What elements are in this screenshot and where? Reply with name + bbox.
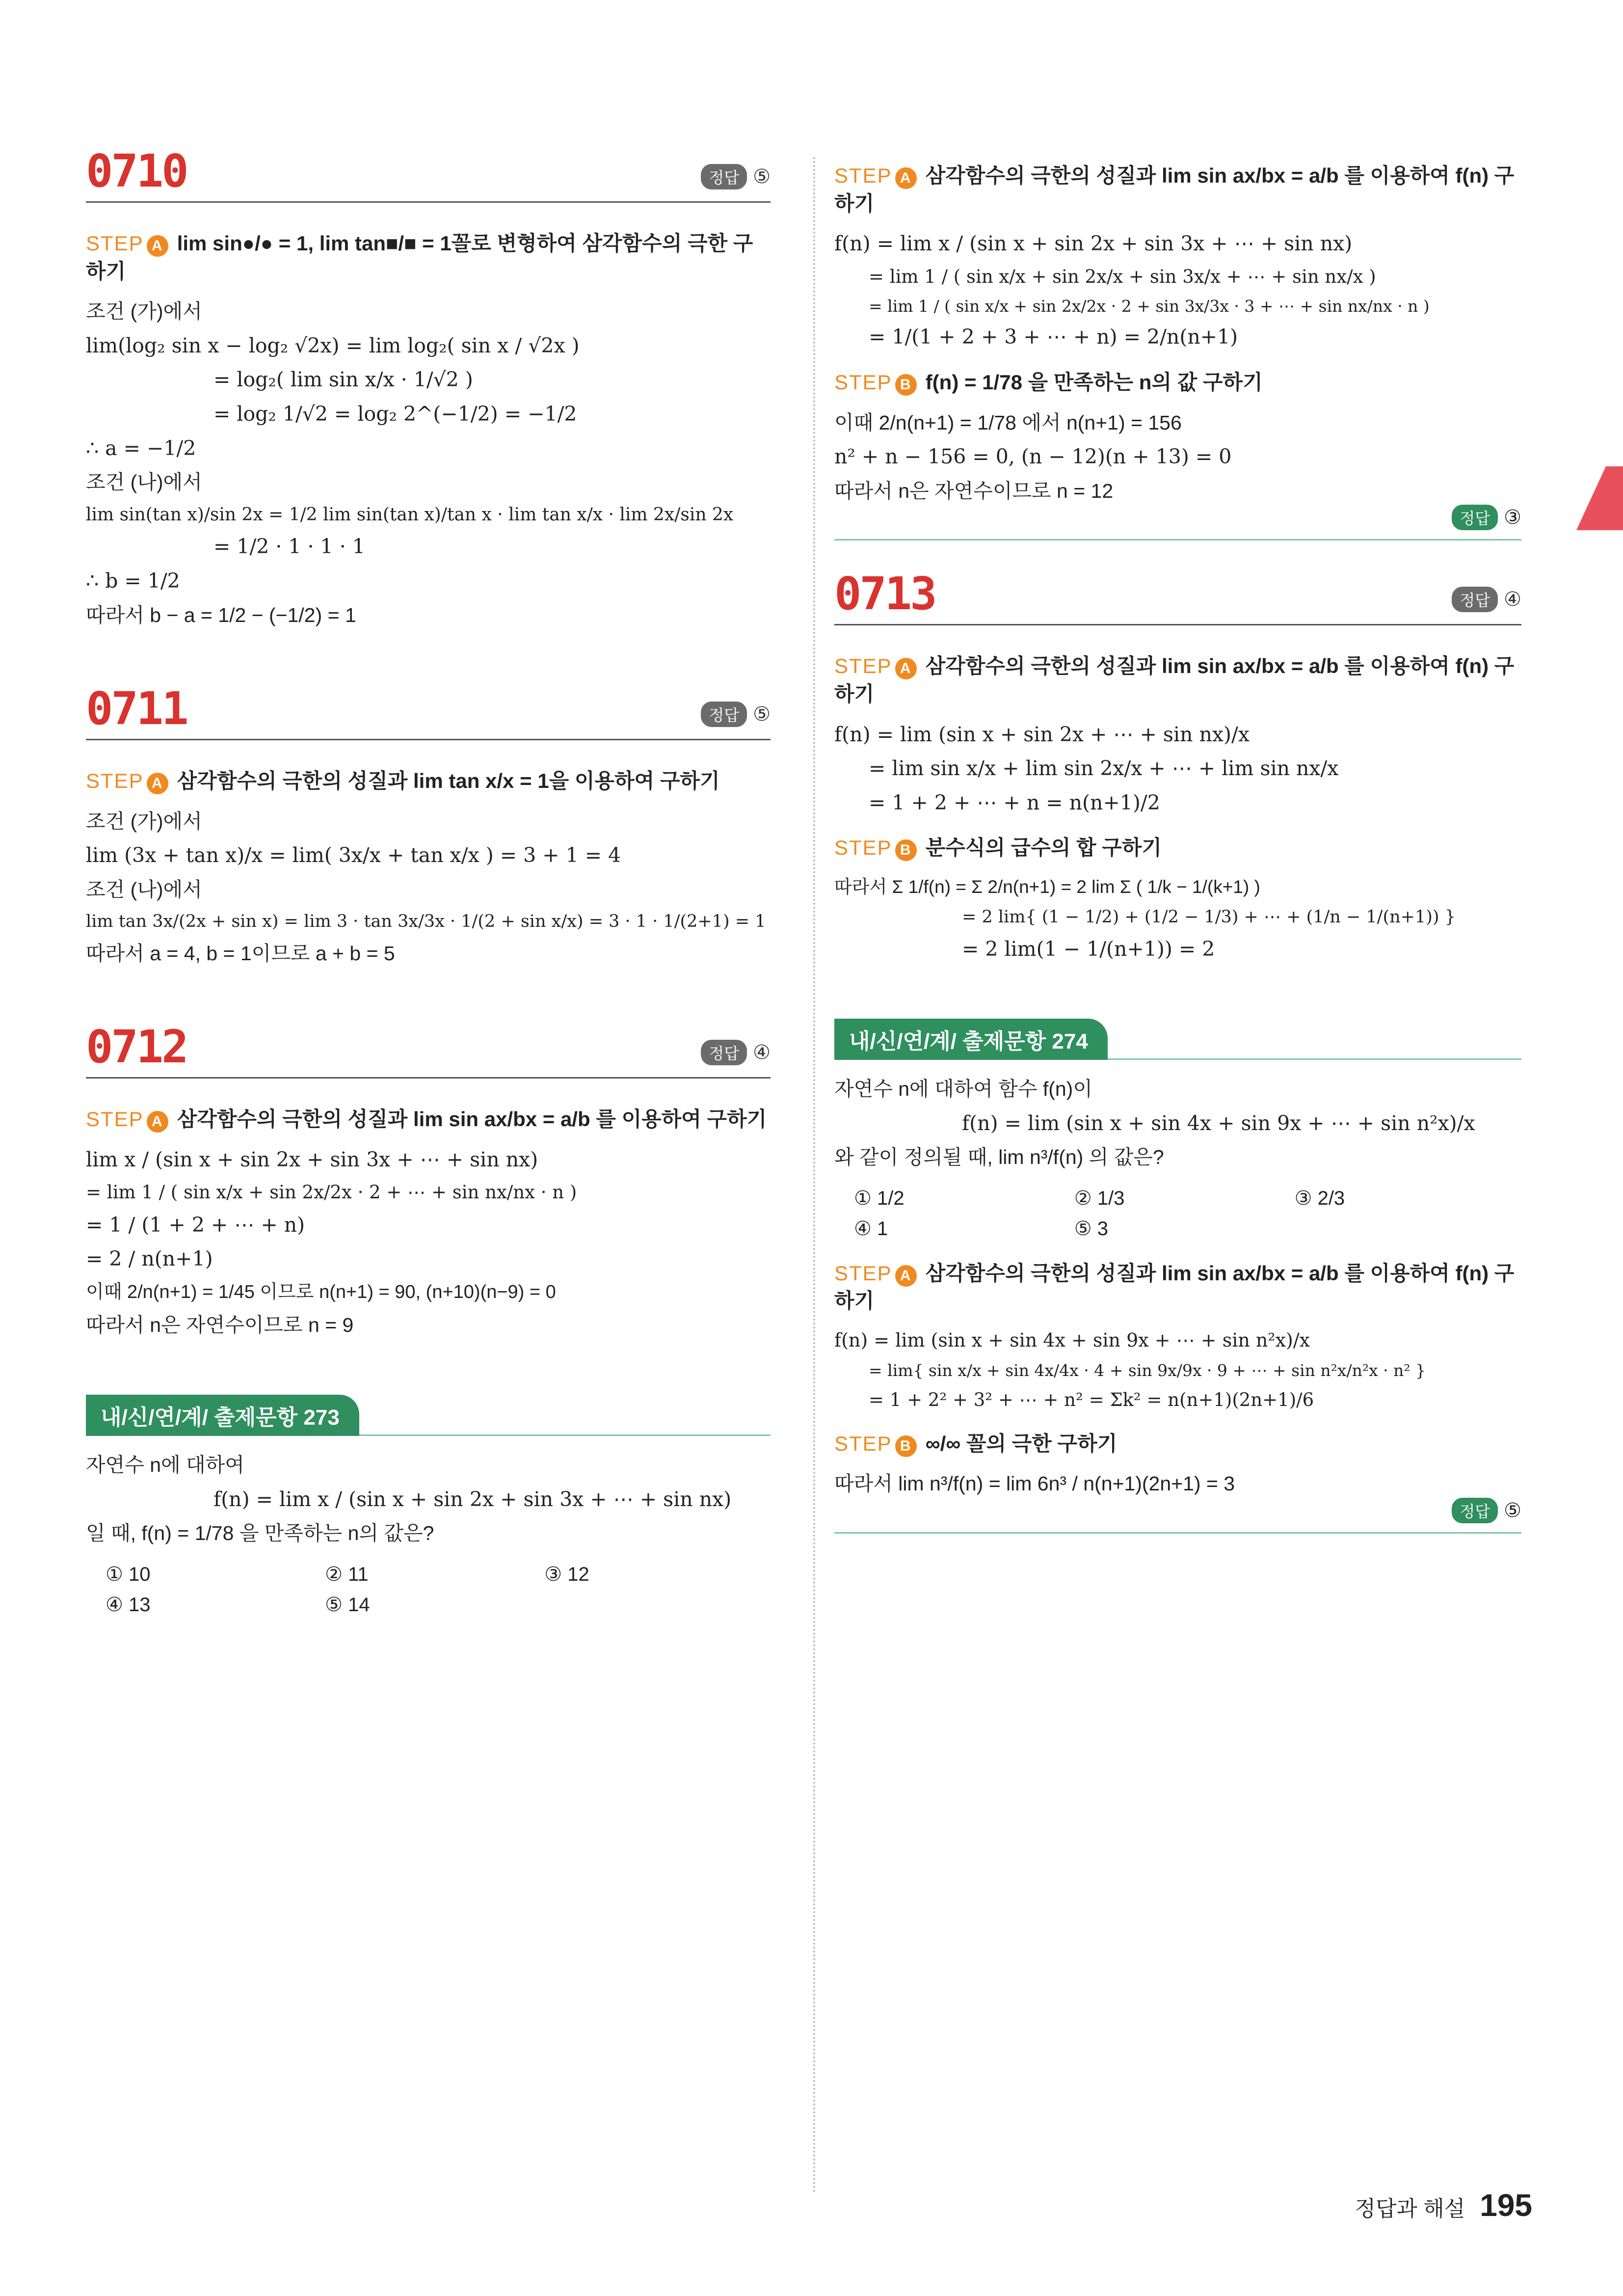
step-letter: A bbox=[147, 1111, 168, 1133]
solution-line: lim (3x + tan x)/x = lim( 3x/x + tan x/x ) = 3 + 1 = 4 bbox=[86, 843, 621, 867]
solution-line: lim(log₂ sin x − log₂ √2x) = lim log₂( sin x / √2x ) bbox=[86, 333, 580, 357]
answer-options bbox=[854, 1183, 1521, 1244]
option[interactable]: ④ 13 bbox=[106, 1594, 151, 1616]
problem-line: f(n) = lim x / (sin x + sin 2x + sin 3x + ⋯ + sin nx) bbox=[213, 1487, 732, 1511]
solution-line: 이때 2/n(n+1) = 1/45 이므로 n(n+1) = 90, (n+10)(n−9) = 0 bbox=[86, 1281, 556, 1302]
solution-line: ∴ a = −1/2 bbox=[86, 436, 196, 460]
answer-indicator bbox=[701, 164, 771, 189]
step-letter: A bbox=[895, 167, 917, 189]
step-letter: A bbox=[147, 773, 168, 794]
problem-number: 0710 bbox=[86, 145, 187, 197]
step-tag: STEP A bbox=[86, 769, 168, 792]
problem-header-0712 bbox=[86, 1023, 771, 1079]
left-column bbox=[86, 147, 771, 1625]
step-letter: B bbox=[895, 374, 917, 396]
solution-line: = 1/(1 + 2 + 3 + ⋯ + n) = 2/n(n+1) bbox=[869, 325, 1238, 349]
solution-line: = lim{ sin x/x + sin 4x/4x · 4 + sin 9x/9x · 9 + ⋯ + sin n²x/n²x · n² } bbox=[869, 1361, 1426, 1380]
solution-line: = log₂ 1/√2 = log₂ 2^(−1/2) = −1/2 bbox=[213, 402, 577, 426]
problem-line: 와 같이 정의될 때, lim n³/f(n) 의 값은? bbox=[834, 1146, 1164, 1169]
right-column bbox=[834, 147, 1521, 1563]
solution-line: = 1 + 2² + 3² + ⋯ + n² = Σk² = n(n+1)(2n+1)/6 bbox=[869, 1389, 1314, 1411]
answer-badge: 정답 bbox=[1452, 505, 1498, 530]
solution-line: ∴ b = 1/2 bbox=[86, 569, 180, 593]
solution-line: 따라서 Σ 1/f(n) = Σ 2/n(n+1) = 2 lim Σ ( 1/k − 1/(k+1) ) bbox=[834, 876, 1260, 897]
solution-line: 조건 (나)에서 bbox=[86, 471, 202, 494]
problem-header-0713 bbox=[834, 567, 1521, 625]
solution-line: 조건 (가)에서 bbox=[86, 300, 202, 323]
solution-line: = 1 + 2 + ⋯ + n = n(n+1)/2 bbox=[869, 790, 1160, 814]
section-rule bbox=[834, 539, 1521, 540]
solution-line: 조건 (가)에서 bbox=[86, 810, 202, 833]
option[interactable]: ③ 2/3 bbox=[1294, 1187, 1345, 1209]
answer-value: ⑤ bbox=[1504, 1499, 1521, 1521]
problem-header-0711 bbox=[86, 682, 771, 740]
step-tag: STEP B bbox=[834, 371, 917, 394]
option[interactable]: ① 10 bbox=[106, 1563, 151, 1585]
solution-line: n² + n − 156 = 0, (n − 12)(n + 13) = 0 bbox=[834, 445, 1232, 469]
option[interactable]: ① 1/2 bbox=[854, 1187, 905, 1209]
problem-line: 자연수 n에 대하여 함수 f(n)이 bbox=[834, 1078, 1092, 1101]
answer-value: ③ bbox=[1504, 507, 1521, 529]
solution-line: = lim 1 / ( sin x/x + sin 2x/2x · 2 + sin 3x/3x · 3 + ⋯ + sin nx/nx · n ) bbox=[869, 297, 1430, 316]
problem-number: 0713 bbox=[834, 567, 935, 621]
solution-line: f(n) = lim x / (sin x + sin 2x + sin 3x + ⋯ + sin nx) bbox=[834, 232, 1353, 256]
solution-line: 따라서 n은 자연수이므로 n = 9 bbox=[86, 1313, 354, 1336]
problem-line: 자연수 n에 대하여 bbox=[86, 1454, 244, 1477]
page-footer bbox=[1355, 2187, 1532, 2223]
step-a-heading: STEP A 삼각함수의 극한의 성질과 lim sin ax/bx = a/b 를 이용하여 구하기 bbox=[86, 1106, 771, 1134]
column-divider bbox=[813, 157, 815, 2194]
answer-indicator bbox=[834, 505, 1521, 530]
answer-indicator bbox=[701, 702, 771, 727]
answer-badge: 정답 bbox=[701, 702, 747, 727]
related-problem-title: 내/신/연/계/ 출제문항 274 bbox=[834, 1019, 1108, 1060]
answer-indicator bbox=[834, 1498, 1521, 1523]
solution-line: = lim 1 / ( sin x/x + sin 2x/2x · 2 + ⋯ + sin nx/nx · n ) bbox=[86, 1182, 577, 1203]
related-problem-274 bbox=[834, 1019, 1521, 1244]
answer-badge: 정답 bbox=[1452, 1498, 1498, 1523]
step-tag: STEP B bbox=[834, 836, 917, 859]
solution-line: 조건 (나)에서 bbox=[86, 878, 202, 901]
solution-line: = log₂( lim sin x/x · 1/√2 ) bbox=[213, 368, 473, 392]
step-tag: STEP A bbox=[86, 232, 168, 255]
page-number: 195 bbox=[1480, 2188, 1532, 2223]
step-tag: STEP A bbox=[86, 1107, 168, 1131]
answer-value: ⑤ bbox=[753, 166, 771, 188]
option[interactable]: ⑤ 3 bbox=[1074, 1217, 1109, 1240]
related-problem-title: 내/신/연/계/ 출제문항 273 bbox=[86, 1395, 359, 1436]
related-problem-273 bbox=[86, 1395, 771, 1620]
solution-line: 따라서 n은 자연수이므로 n = 12 bbox=[834, 479, 1114, 502]
solution-line: 따라서 a = 4, b = 1이므로 a + b = 5 bbox=[86, 942, 395, 965]
step-tag: STEP A bbox=[834, 164, 917, 187]
solution-line: = lim 1 / ( sin x/x + sin 2x/x + sin 3x/x + ⋯ + sin nx/x ) bbox=[869, 266, 1376, 287]
option[interactable]: ④ 1 bbox=[854, 1217, 888, 1240]
solution-line: lim x / (sin x + sin 2x + sin 3x + ⋯ + sin nx) bbox=[86, 1147, 538, 1171]
step-a-heading: STEP A lim sin●/● = 1, lim tan■/■ = 1꼴로 변형하여 삼각함수의 극한 구하기 bbox=[86, 232, 753, 283]
answer-options bbox=[106, 1559, 771, 1620]
solution-line: = 1/2 · 1 · 1 · 1 bbox=[213, 535, 365, 559]
answer-indicator bbox=[701, 1040, 771, 1065]
solution-line: = 2 / n(n+1) bbox=[86, 1247, 213, 1271]
answer-value: ④ bbox=[753, 1042, 771, 1064]
answer-badge: 정답 bbox=[701, 164, 747, 189]
problem-number: 0711 bbox=[86, 682, 187, 735]
solution-line: 이때 2/n(n+1) = 1/78 에서 n(n+1) = 156 bbox=[834, 411, 1182, 434]
step-letter: A bbox=[147, 235, 168, 257]
answer-value: ⑤ bbox=[753, 703, 771, 726]
option[interactable]: ③ 12 bbox=[544, 1563, 589, 1585]
solution-line: 따라서 lim n³/f(n) = lim 6n³ / n(n+1)(2n+1) = 3 bbox=[834, 1472, 1235, 1495]
step-letter: B bbox=[895, 1435, 917, 1457]
solution-line: = 2 lim{ (1 − 1/2) + (1/2 − 1/3) + ⋯ + (1/n − 1/(n+1)) } bbox=[962, 907, 1456, 927]
section-rule bbox=[834, 1532, 1521, 1534]
step-letter: B bbox=[895, 839, 917, 861]
step-letter: A bbox=[895, 1265, 917, 1287]
step-tag: STEP B bbox=[834, 1432, 917, 1455]
chapter-tab bbox=[1576, 466, 1623, 530]
answer-value: ④ bbox=[1504, 589, 1521, 611]
option[interactable]: ② 11 bbox=[325, 1563, 369, 1585]
step-a-heading: STEP A 삼각함수의 극한의 성질과 lim tan x/x = 1을 이용하여 구하기 bbox=[86, 767, 771, 795]
solution-line: lim sin(tan x)/sin 2x = 1/2 lim sin(tan x)/tan x · lim tan x/x · lim 2x/sin 2x bbox=[86, 504, 734, 525]
step-b-heading: STEP B ∞/∞ 꼴의 극한 구하기 bbox=[834, 1430, 1521, 1458]
step-tag: STEP A bbox=[834, 1262, 917, 1285]
problem-line: 일 때, f(n) = 1/78 을 만족하는 n의 값은? bbox=[86, 1522, 434, 1545]
step-letter: A bbox=[895, 658, 917, 679]
solution-line: f(n) = lim (sin x + sin 4x + sin 9x + ⋯ + sin n²x)/x bbox=[834, 1329, 1310, 1351]
step-b-heading: STEP B 분수식의 급수의 합 구하기 bbox=[834, 834, 1521, 862]
step-tag: STEP A bbox=[834, 654, 917, 677]
solution-line: lim tan 3x/(2x + sin x) = lim 3 · tan 3x/3x · 1/(2 + sin x/x) = 3 · 1 · 1/(2+1) = 1 bbox=[86, 912, 766, 932]
answer-indicator bbox=[1452, 587, 1521, 612]
problem-number: 0712 bbox=[86, 1021, 187, 1074]
solution-line: = 2 lim(1 − 1/(n+1)) = 2 bbox=[962, 937, 1215, 961]
answer-badge: 정답 bbox=[701, 1040, 747, 1065]
solution-line: = 1 / (1 + 2 + ⋯ + n) bbox=[86, 1213, 305, 1237]
step-a-heading: STEP A 삼각함수의 극한의 성질과 lim sin ax/bx = a/b 를 이용하여 f(n) 구하기 bbox=[834, 654, 1515, 705]
solution-line: = lim sin x/x + lim sin 2x/x + ⋯ + lim sin nx/x bbox=[869, 756, 1339, 781]
option[interactable]: ② 1/3 bbox=[1074, 1187, 1125, 1209]
answer-badge: 정답 bbox=[1452, 587, 1498, 612]
solution-line: f(n) = lim (sin x + sin 2x + ⋯ + sin nx)/x bbox=[834, 722, 1250, 746]
solution-line: 따라서 b − a = 1/2 − (−1/2) = 1 bbox=[86, 603, 356, 626]
step-b-heading: STEP B f(n) = 1/78 을 만족하는 n의 값 구하기 bbox=[834, 369, 1521, 397]
option[interactable]: ⑤ 14 bbox=[325, 1594, 370, 1616]
footer-label: 정답과 해설 bbox=[1355, 2197, 1465, 2221]
problem-line: f(n) = lim (sin x + sin 4x + sin 9x + ⋯ + sin n²x)/x bbox=[962, 1111, 1475, 1135]
step-a-heading: STEP A 삼각함수의 극한의 성질과 lim sin ax/bx = a/b 를 이용하여 f(n) 구하기 bbox=[834, 1261, 1515, 1313]
step-a-heading: STEP A 삼각함수의 극한의 성질과 lim sin ax/bx = a/b 를 이용하여 f(n) 구하기 bbox=[834, 164, 1515, 215]
problem-header-0710 bbox=[86, 147, 771, 203]
